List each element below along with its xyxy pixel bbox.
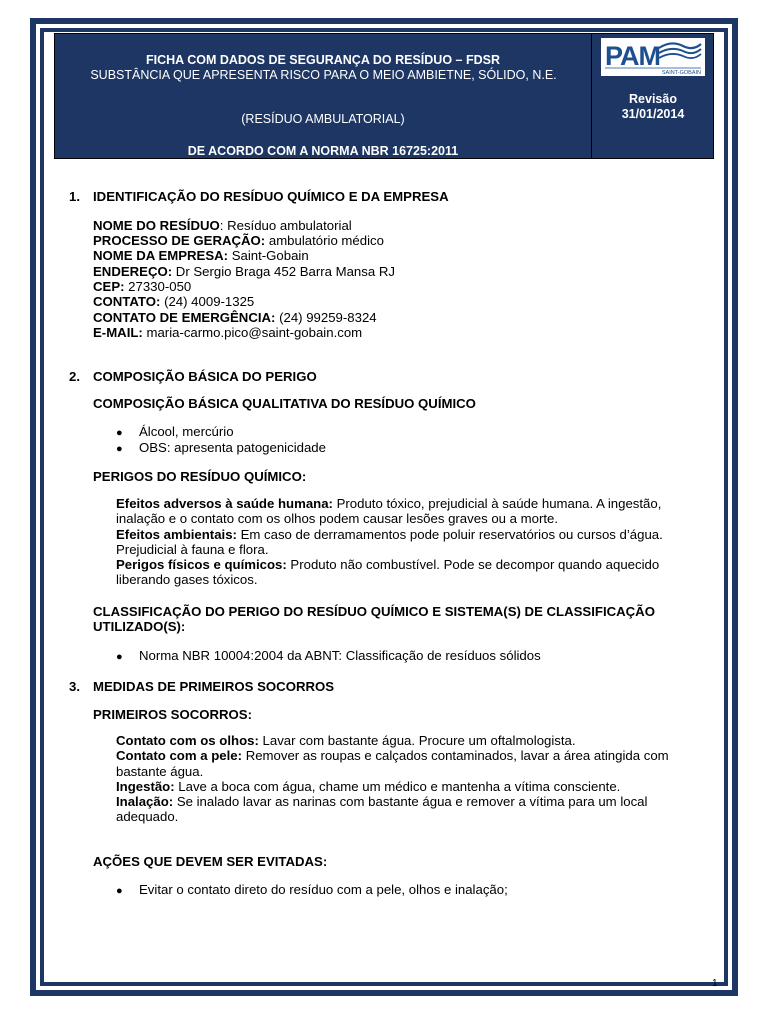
first-aid-paragraph: Contato com os olhos: Lavar com bastante água. Procure um oftalmologista. Contato com a pele: Remover as roupas e calçados contaminados, lavar a área atingida com bastante água. Ingestão: Lave a boca com água, chame um médico e mantenha a vítima consciente. Inalação: Se inalado lavar as narinas com bastante água e remover a vítima para um local adequado.: [116, 733, 669, 825]
logo-wordmark: PAM: [605, 41, 660, 71]
list-item: ● OBS: apresenta patogenicidade: [116, 440, 326, 455]
logo-subtext: SAINT-GOBAIN: [661, 70, 701, 76]
pam-logo-icon: [601, 38, 705, 76]
field-contact: CONTATO: (24) 4009-1325: [93, 294, 255, 309]
document-header: [54, 33, 714, 159]
avoid-actions-subheading: AÇÕES QUE DEVEM SER EVITADAS:: [93, 854, 328, 869]
field-cep: CEP: 27330-050: [93, 279, 192, 294]
header-subtitle: SUBSTÂNCIA QUE APRESENTA RISCO PARA O MEIO AMBIETNE, SÓLIDO, N.E.: [90, 68, 557, 82]
list-item: ● Norma NBR 10004:2004 da ABNT: Classificação de resíduos sólidos: [116, 648, 541, 663]
first-aid-subheading: PRIMEIROS SOCORROS:: [93, 707, 252, 722]
field-emergency-contact: CONTATO DE EMERGÊNCIA: (24) 99259-8324: [93, 310, 377, 325]
field-email: E-MAIL: maria-carmo.pico@saint-gobain.com: [93, 325, 363, 340]
field-address: ENDEREÇO: Dr Sergio Braga 452 Barra Mansa RJ: [93, 264, 395, 279]
section-3-heading: 3. MEDIDAS DE PRIMEIROS SOCORROS: [69, 679, 335, 694]
hazards-paragraph: Efeitos adversos à saúde humana: Produto tóxico, prejudicial à saúde humana. A ingestão, inalação e o contato com os olhos podem causar lesões graves ou a morte. Efeitos ambientais: Em caso de derramamentos pode poluir reservatórios ou cursos d’água. Prejudicial à fauna e flora. Perigos físicos e químicos: Produto não combustível. Pode se decompor quando aquecido liberando gases tóxicos.: [116, 496, 663, 588]
header-norm: DE ACORDO COM A NORMA NBR 16725:2011: [187, 144, 459, 158]
field-waste-name: NOME DO RESÍDUO: Resíduo ambulatorial: [93, 218, 352, 233]
header-waste-type: (RESÍDUO AMBULATORIAL): [241, 112, 405, 126]
revision-label: Revisão: [629, 92, 677, 106]
header-title: FICHA COM DADOS DE SEGURANÇA DO RESÍDUO – FDSR: [146, 53, 500, 67]
composition-subheading: COMPOSIÇÃO BÁSICA QUALITATIVA DO RESÍDUO QUÍMICO: [93, 396, 476, 411]
header-revision-block: [593, 34, 713, 158]
revision-info: [593, 92, 713, 122]
list-item: ● Álcool, mercúrio: [116, 424, 234, 439]
classification-subheading: CLASSIFICAÇÃO DO PERIGO DO RESÍDUO QUÍMICO E SISTEMA(S) DE CLASSIFICAÇÃO UTILIZADO(S):: [93, 604, 655, 634]
pam-logo: [601, 38, 705, 76]
field-company-name: NOME DA EMPRESA: Saint-Gobain: [93, 248, 309, 263]
section-1-heading: 1. IDENTIFICAÇÃO DO RESÍDUO QUÍMICO E DA EMPRESA: [69, 189, 449, 204]
page-number: 1: [712, 978, 718, 989]
revision-date: 31/01/2014: [621, 107, 685, 121]
header-title-block: [55, 34, 592, 158]
section-2-heading: 2. COMPOSIÇÃO BÁSICA DO PERIGO: [69, 369, 317, 384]
field-generation-process: PROCESSO DE GERAÇÃO: ambulatório médico: [93, 233, 384, 248]
list-item: ● Evitar o contato direto do resíduo com a pele, olhos e inalação;: [116, 882, 508, 897]
hazards-subheading: PERIGOS DO RESÍDUO QUÍMICO:: [93, 469, 307, 484]
